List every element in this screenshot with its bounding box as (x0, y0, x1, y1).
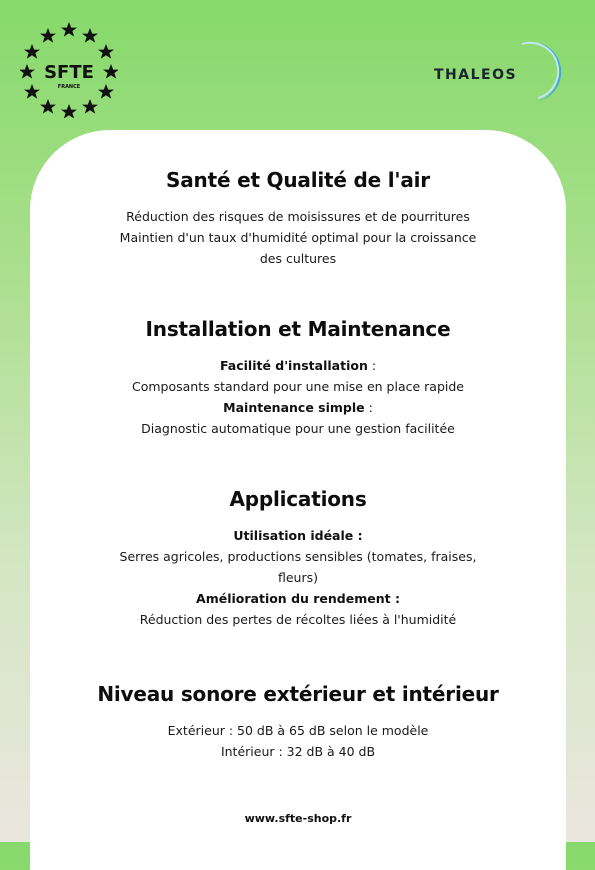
item-separator: : (367, 358, 377, 373)
section-line: Maintien d'un taux d'humidité optimal pour la croissance des cultures (119, 230, 477, 266)
section-title: Niveau sonore extérieur et intérieur (97, 682, 499, 706)
sfte-logo-icon (20, 20, 118, 118)
star-icon (103, 64, 118, 79)
item-label-line (30, 525, 566, 546)
section-line: Réduction des risques de moisissures et de pourritures (126, 209, 470, 224)
star-icon (61, 104, 77, 118)
section-noise-level (30, 682, 566, 762)
section-title: Applications (229, 487, 367, 511)
item-text: Diagnostic automatique pour une gestion facilitée (141, 421, 455, 436)
item-label: Facilité d'installation (219, 358, 368, 373)
section-applications (30, 487, 566, 630)
star-icon (24, 44, 40, 59)
thaleos-logo (430, 38, 565, 106)
section-line: Intérieur : 32 dB à 40 dB (220, 744, 376, 759)
sfte-logo (20, 20, 118, 118)
section-health (30, 168, 566, 269)
star-icon (40, 99, 56, 114)
star-icon (98, 84, 114, 99)
section-title: Santé et Qualité de l'air (166, 168, 430, 192)
section-line: Extérieur : 50 dB à 65 dB selon le modèle (167, 723, 429, 738)
crescent-icon (528, 42, 561, 102)
star-icon (82, 28, 98, 43)
item-separator: : (364, 400, 373, 415)
star-icon (98, 44, 114, 59)
thaleos-logo-icon (430, 38, 565, 106)
star-icon (61, 22, 77, 37)
item-label: Amélioration du rendement : (196, 591, 400, 606)
item-text: Réduction des pertes de récoltes liées à l'humidité (139, 612, 457, 627)
item-text: Serres agricoles, productions sensibles (tomates, fraises, fleurs) (119, 549, 477, 585)
item-text: Composants standard pour une mise en place rapide (131, 379, 464, 394)
item-label-line (30, 588, 566, 609)
item-label: Utilisation idéale : (233, 528, 363, 543)
sfte-logo-text: SFTE (44, 62, 94, 83)
item-label-line (30, 355, 566, 376)
star-icon (24, 84, 40, 99)
star-icon (82, 99, 98, 114)
star-icon (40, 28, 56, 43)
footer-url[interactable]: www.sfte-shop.fr (244, 812, 352, 825)
section-title: Installation et Maintenance (145, 317, 451, 341)
section-installation (30, 317, 566, 439)
sfte-logo-subtext: FRANCE (57, 84, 81, 90)
star-icon (20, 64, 35, 79)
item-label-line (30, 397, 566, 418)
thaleos-logo-text: THALEOS (434, 67, 518, 83)
item-label: Maintenance simple (223, 400, 365, 415)
